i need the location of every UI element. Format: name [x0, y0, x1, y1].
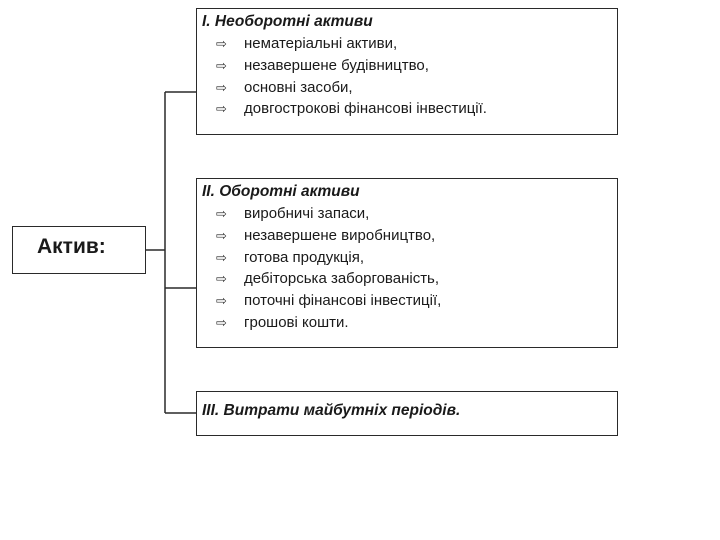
item-text: готова продукція,: [244, 248, 365, 266]
list-item: [202, 268, 617, 290]
list-item: [202, 77, 617, 99]
item-text: незавершене будівництво,: [244, 56, 429, 74]
arrow-right-icon: ⇨: [216, 206, 227, 221]
list-item: [202, 225, 617, 247]
category-title: І. Необоротні активи: [202, 13, 373, 30]
arrow-right-icon: ⇨: [216, 249, 227, 265]
arrow-right-icon: ⇨: [216, 101, 227, 117]
arrow-right-icon: ⇨: [216, 293, 227, 309]
item-text: основні засоби,: [244, 78, 353, 96]
arrow-right-icon: ⇨: [216, 79, 227, 95]
arrow-right-icon: ⇨: [216, 227, 227, 243]
item-text: нематеріальні активи,: [244, 35, 398, 52]
item-text: незавершене виробництво,: [244, 226, 436, 244]
category-deferred-expenses: [196, 391, 618, 436]
item-text: дебіторська заборгованість,: [244, 270, 440, 288]
root-node: [12, 226, 146, 274]
arrow-right-icon: ⇨: [216, 36, 227, 51]
list-item: [202, 247, 617, 269]
arrow-right-icon: ⇨: [216, 57, 227, 73]
root-label: Актив:: [37, 235, 106, 258]
item-text: довгострокові фінансові інвестиції.: [244, 100, 487, 118]
list-item: [202, 203, 617, 225]
category-title: ІІ. Оборотні активи: [202, 183, 360, 200]
item-list: [202, 33, 617, 120]
item-list: [202, 203, 617, 334]
list-item: [202, 55, 617, 77]
category-current-assets: [196, 178, 618, 348]
item-text: виробничі запаси,: [244, 205, 370, 222]
category-noncurrent-assets: [196, 8, 618, 135]
list-item: [202, 33, 617, 55]
arrow-right-icon: ⇨: [216, 271, 227, 287]
list-item: [202, 290, 617, 312]
item-text: поточні фінансові інвестиції,: [244, 292, 442, 310]
list-item: [202, 312, 617, 334]
item-text: грошові кошти.: [244, 313, 349, 331]
list-item: [202, 98, 617, 120]
category-title: ІІІ. Витрати майбутніх періодів.: [202, 402, 461, 419]
arrow-right-icon: ⇨: [216, 314, 227, 330]
